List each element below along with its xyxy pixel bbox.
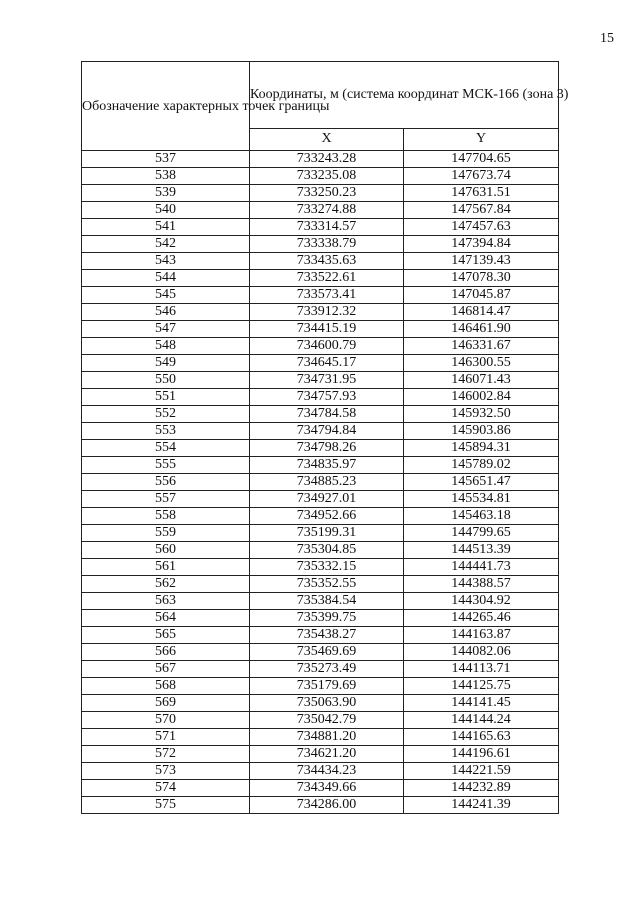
cell-point: 556 <box>82 474 250 491</box>
table-row <box>82 593 559 610</box>
cell-y: 147078.30 <box>404 270 559 287</box>
cell-y: 144265.46 <box>404 610 559 627</box>
cell-x: 735273.49 <box>250 661 404 678</box>
table-row <box>82 389 559 406</box>
cell-point: 560 <box>82 542 250 559</box>
cell-y: 144388.57 <box>404 576 559 593</box>
cell-y: 145894.31 <box>404 440 559 457</box>
cell-x: 733243.28 <box>250 151 404 168</box>
cell-point: 538 <box>82 168 250 185</box>
cell-y: 147457.63 <box>404 219 559 236</box>
cell-x: 734952.66 <box>250 508 404 525</box>
cell-y: 145789.02 <box>404 457 559 474</box>
cell-y: 144163.87 <box>404 627 559 644</box>
cell-y: 144304.92 <box>404 593 559 610</box>
cell-point: 568 <box>82 678 250 695</box>
cell-point: 541 <box>82 219 250 236</box>
cell-point: 547 <box>82 321 250 338</box>
cell-y: 146002.84 <box>404 389 559 406</box>
cell-point: 572 <box>82 746 250 763</box>
cell-x: 734621.20 <box>250 746 404 763</box>
cell-point: 559 <box>82 525 250 542</box>
cell-y: 144799.65 <box>404 525 559 542</box>
table-row <box>82 661 559 678</box>
table-row <box>82 474 559 491</box>
cell-y: 144082.06 <box>404 644 559 661</box>
table-row <box>82 168 559 185</box>
table-row <box>82 780 559 797</box>
cell-y: 147673.74 <box>404 168 559 185</box>
cell-x: 735384.54 <box>250 593 404 610</box>
cell-y: 147139.43 <box>404 253 559 270</box>
cell-y: 146461.90 <box>404 321 559 338</box>
table-row <box>82 491 559 508</box>
table-row <box>82 406 559 423</box>
cell-y: 144141.45 <box>404 695 559 712</box>
cell-point: 561 <box>82 559 250 576</box>
cell-y: 146814.47 <box>404 304 559 321</box>
cell-x: 734784.58 <box>250 406 404 423</box>
cell-y: 144241.39 <box>404 797 559 814</box>
cell-x: 734885.23 <box>250 474 404 491</box>
cell-y: 144232.89 <box>404 780 559 797</box>
cell-point: 569 <box>82 695 250 712</box>
cell-y: 147045.87 <box>404 287 559 304</box>
cell-x: 733912.32 <box>250 304 404 321</box>
header-y: Y <box>404 128 559 150</box>
cell-y: 147704.65 <box>404 151 559 168</box>
cell-point: 575 <box>82 797 250 814</box>
cell-x: 735399.75 <box>250 610 404 627</box>
table-row <box>82 151 559 168</box>
table-row <box>82 797 559 814</box>
cell-point: 544 <box>82 270 250 287</box>
cell-point: 566 <box>82 644 250 661</box>
cell-point: 570 <box>82 712 250 729</box>
cell-x: 734835.97 <box>250 457 404 474</box>
cell-y: 147567.84 <box>404 202 559 219</box>
cell-y: 144221.59 <box>404 763 559 780</box>
table-row <box>82 729 559 746</box>
cell-x: 734645.17 <box>250 355 404 372</box>
cell-x: 733522.61 <box>250 270 404 287</box>
cell-x: 735304.85 <box>250 542 404 559</box>
table-row <box>82 440 559 457</box>
cell-y: 145534.81 <box>404 491 559 508</box>
page-number: 15 <box>600 31 614 46</box>
table-row <box>82 610 559 627</box>
cell-x: 733573.41 <box>250 287 404 304</box>
cell-x: 733250.23 <box>250 185 404 202</box>
cell-x: 734798.26 <box>250 440 404 457</box>
cell-x: 735199.31 <box>250 525 404 542</box>
table-row <box>82 270 559 287</box>
table-row <box>82 236 559 253</box>
table-row <box>82 695 559 712</box>
cell-y: 144513.39 <box>404 542 559 559</box>
cell-point: 567 <box>82 661 250 678</box>
table-row <box>82 712 559 729</box>
cell-point: 564 <box>82 610 250 627</box>
cell-point: 550 <box>82 372 250 389</box>
table-body <box>82 151 559 814</box>
cell-x: 733338.79 <box>250 236 404 253</box>
table-row <box>82 763 559 780</box>
table-row <box>82 355 559 372</box>
cell-x: 735332.15 <box>250 559 404 576</box>
cell-y: 146331.67 <box>404 338 559 355</box>
coordinates-table <box>81 61 569 814</box>
header-point-designation: Обозначение характерных точек границы <box>82 62 250 151</box>
cell-y: 144196.61 <box>404 746 559 763</box>
table-row <box>82 321 559 338</box>
cell-x: 735063.90 <box>250 695 404 712</box>
table-row <box>82 746 559 763</box>
table-row <box>82 253 559 270</box>
table-header <box>82 62 569 151</box>
cell-x: 735352.55 <box>250 576 404 593</box>
cell-point: 555 <box>82 457 250 474</box>
table-row <box>82 423 559 440</box>
cell-point: 542 <box>82 236 250 253</box>
cell-x: 734731.95 <box>250 372 404 389</box>
cell-x: 734286.00 <box>250 797 404 814</box>
cell-point: 571 <box>82 729 250 746</box>
cell-y: 145651.47 <box>404 474 559 491</box>
cell-point: 551 <box>82 389 250 406</box>
table-row <box>82 525 559 542</box>
table-row <box>82 202 559 219</box>
table-row <box>82 627 559 644</box>
table-row <box>82 508 559 525</box>
cell-x: 734600.79 <box>250 338 404 355</box>
cell-point: 545 <box>82 287 250 304</box>
cell-y: 147394.84 <box>404 236 559 253</box>
cell-y: 144441.73 <box>404 559 559 576</box>
cell-x: 734349.66 <box>250 780 404 797</box>
table-row <box>82 372 559 389</box>
cell-point: 546 <box>82 304 250 321</box>
cell-point: 558 <box>82 508 250 525</box>
cell-point: 549 <box>82 355 250 372</box>
cell-point: 573 <box>82 763 250 780</box>
cell-point: 537 <box>82 151 250 168</box>
cell-y: 144113.71 <box>404 661 559 678</box>
cell-y: 144144.24 <box>404 712 559 729</box>
cell-point: 562 <box>82 576 250 593</box>
cell-x: 734757.93 <box>250 389 404 406</box>
table-row <box>82 576 559 593</box>
cell-y: 146300.55 <box>404 355 559 372</box>
cell-point: 552 <box>82 406 250 423</box>
cell-point: 554 <box>82 440 250 457</box>
cell-x: 734415.19 <box>250 321 404 338</box>
cell-x: 733435.63 <box>250 253 404 270</box>
cell-point: 553 <box>82 423 250 440</box>
cell-point: 574 <box>82 780 250 797</box>
table-row <box>82 542 559 559</box>
cell-x: 735438.27 <box>250 627 404 644</box>
header-x: X <box>250 128 404 150</box>
cell-point: 543 <box>82 253 250 270</box>
table-row <box>82 678 559 695</box>
cell-y: 145463.18 <box>404 508 559 525</box>
table-row <box>82 219 559 236</box>
cell-point: 557 <box>82 491 250 508</box>
cell-x: 734434.23 <box>250 763 404 780</box>
cell-y: 145903.86 <box>404 423 559 440</box>
header-coordinates: Координаты, м (система координат МСК-166 (зона 3) <box>250 62 559 129</box>
table-row <box>82 644 559 661</box>
cell-point: 565 <box>82 627 250 644</box>
cell-point: 548 <box>82 338 250 355</box>
table-row <box>82 185 559 202</box>
cell-point: 540 <box>82 202 250 219</box>
cell-y: 144165.63 <box>404 729 559 746</box>
cell-y: 144125.75 <box>404 678 559 695</box>
cell-y: 145932.50 <box>404 406 559 423</box>
table-row <box>82 457 559 474</box>
cell-x: 733235.08 <box>250 168 404 185</box>
cell-x: 735179.69 <box>250 678 404 695</box>
cell-x: 735042.79 <box>250 712 404 729</box>
cell-point: 539 <box>82 185 250 202</box>
cell-y: 147631.51 <box>404 185 559 202</box>
cell-y: 146071.43 <box>404 372 559 389</box>
table-row <box>82 287 559 304</box>
cell-x: 735469.69 <box>250 644 404 661</box>
table-row <box>82 338 559 355</box>
table-row <box>82 559 559 576</box>
cell-x: 734927.01 <box>250 491 404 508</box>
table-row <box>82 304 559 321</box>
cell-x: 733314.57 <box>250 219 404 236</box>
cell-point: 563 <box>82 593 250 610</box>
cell-x: 733274.88 <box>250 202 404 219</box>
cell-x: 734881.20 <box>250 729 404 746</box>
cell-x: 734794.84 <box>250 423 404 440</box>
